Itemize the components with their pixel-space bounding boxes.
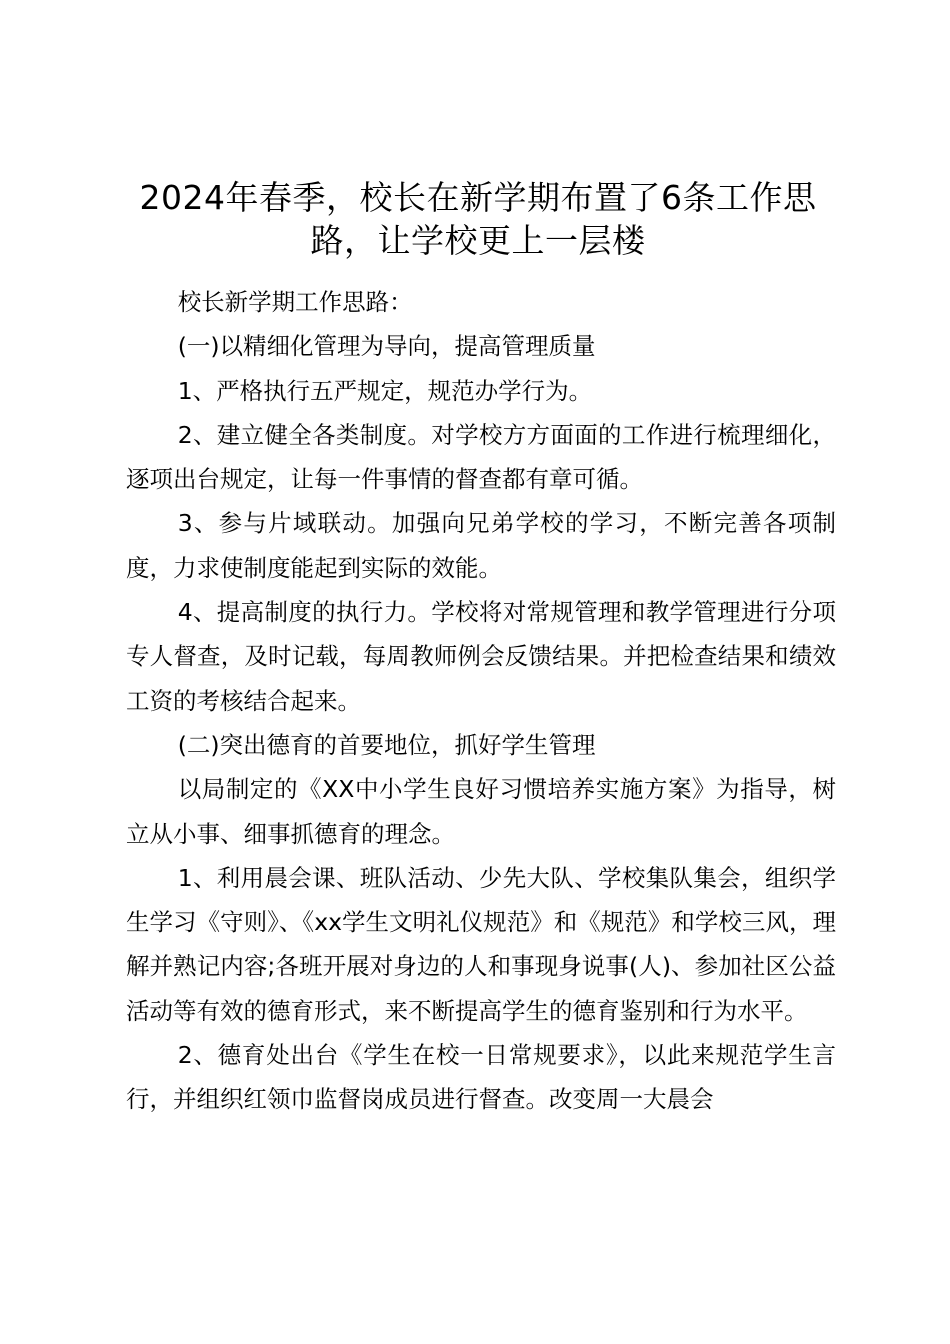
paragraph-item: 3、参与片域联动。加强向兄弟学校的学习，不断完善各项制度，力求使制度能起到实际的效能。 <box>126 509 836 582</box>
paragraph-item: 2、德育处出台《学生在校一日常规要求》，以此来规范学生言行，并组织红领巾监督岗成员进行督查。改变周一大晨会 <box>126 1041 836 1114</box>
document-body <box>126 280 836 1122</box>
paragraph-item: 1、严格执行五严规定，规范办学行为。 <box>177 376 593 405</box>
paragraph-intro: 校长新学期工作思路： <box>177 288 413 316</box>
paragraph-section-2-heading: (二)突出德育的首要地位，抓好学生管理 <box>177 730 596 759</box>
document-title: 2024年春季，校长在新学期布置了6条工作思路，让学校更上一层楼 <box>139 178 817 260</box>
paragraph-section-1-heading: (一)以精细化管理为导向，提高管理质量 <box>177 332 596 361</box>
paragraph-item: 1、利用晨会课、班队活动、少先大队、学校集队集会，组织学生学习《守则》、《xx学生文明礼仪规范》和《规范》和学校三风，理解并熟记内容;各班开展对身边的人和事现身说事(人)、参加社区公益活动等有效的德育形式，来不断提高学生的德育鉴别和行为水平。 <box>126 863 836 1025</box>
paragraph-guideline: 以局制定的《XX中小学生良好习惯培养实施方案》为指导，树立从小事、细事抓德育的理念。 <box>126 775 836 848</box>
paragraph-item: 4、提高制度的执行力。学校将对常规管理和教学管理进行分项专人督查，及时记载，每周教师例会反馈结果。并把检查结果和绩效工资的考核结合起来。 <box>126 598 836 715</box>
paragraph-item: 2、建立健全各类制度。对学校方方面面的工作进行梳理细化，逐项出台规定，让每一件事情的督查都有章可循。 <box>126 420 836 494</box>
